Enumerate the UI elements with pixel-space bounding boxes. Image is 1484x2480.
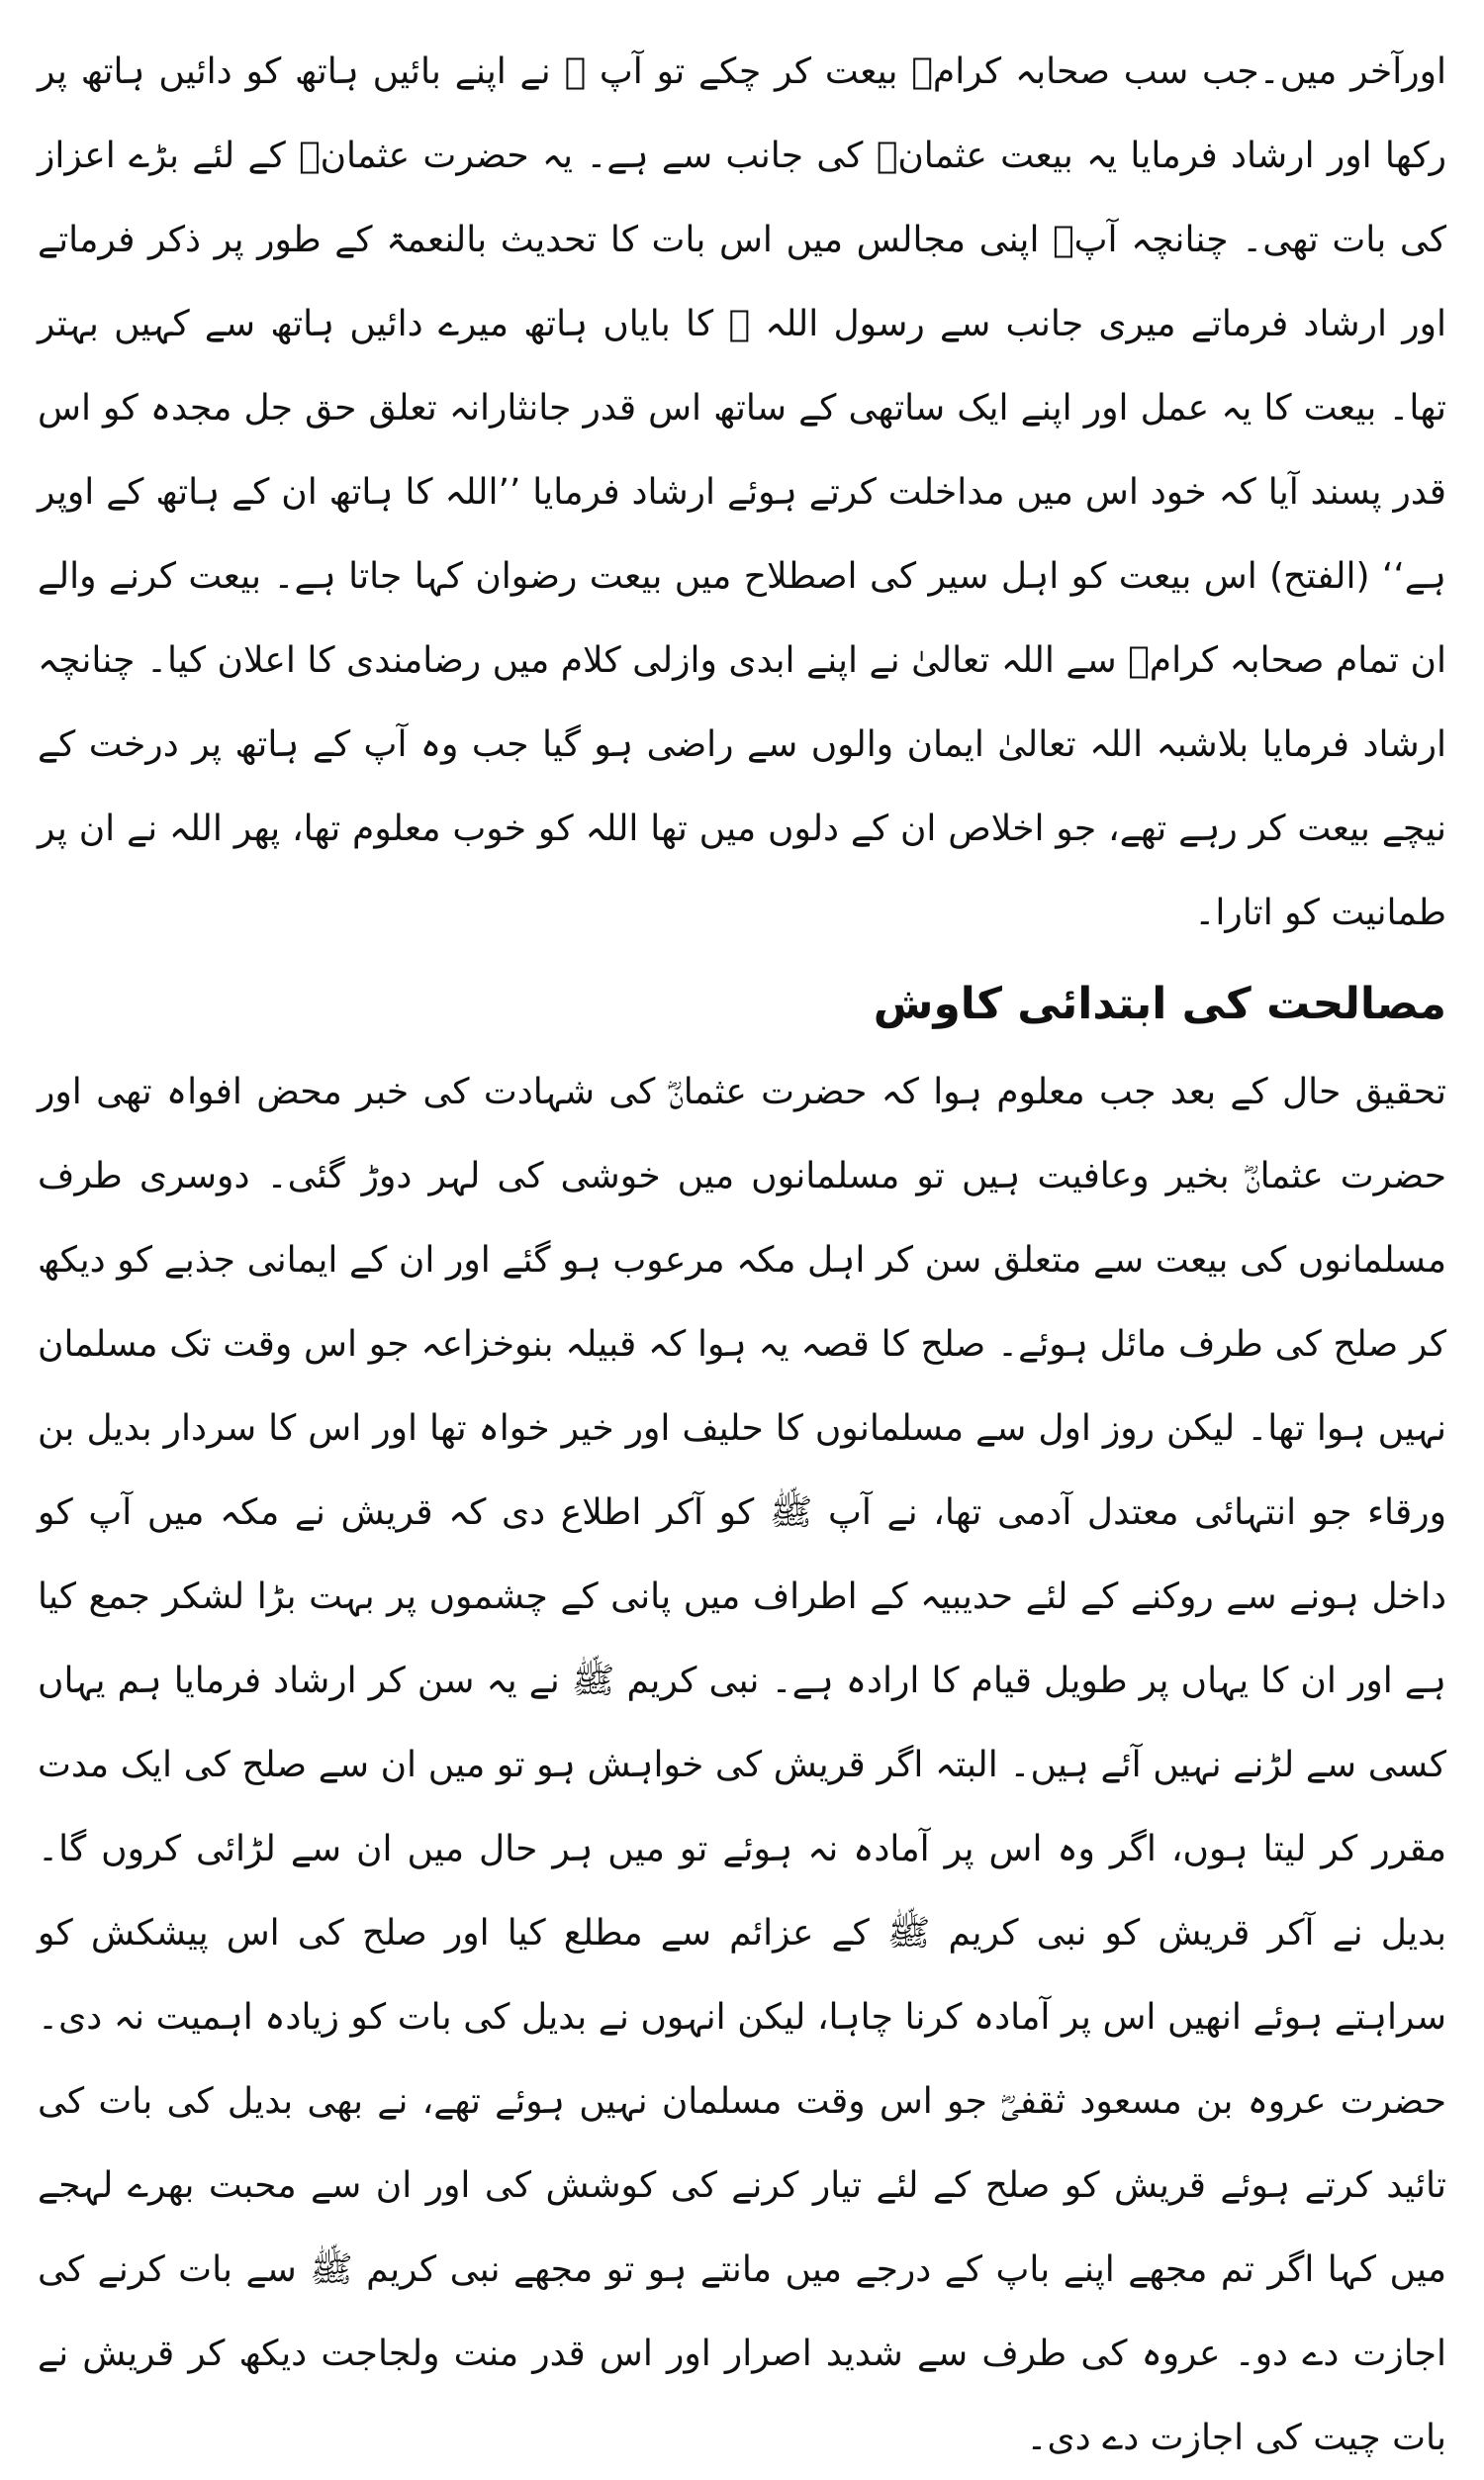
paragraph-bayat-rizwan: اورآخر میں۔جب سب صحابہ کرامؓ بیعت کر چکے تو آپ ﷺ نے اپنے بائیں ہاتھ کو دائیں ہاتھ پر رکھا اور ارشاد فرمایا یہ بیعت عثمانؓ کی جانب سے ہے۔ یہ حضرت عثمانؓ کے لئے بڑے اعزاز کی بات تھی۔ چنانچہ آپؓ اپنی مجالس میں اس بات کا تحدیث بالنعمۃ کے طور پر ذکر فرماتے اور ارشاد فرماتے میری جانب سے رسول اللہ ﷺ کا بایاں ہاتھ میرے دائیں ہاتھ سے کہیں بہتر تھا۔ بیعت کا یہ عمل اور اپنے ایک ساتھی کے ساتھ اس قدر جانثارانہ تعلق حق جل مجدہ کو اس قدر پسند آیا کہ خود اس میں مداخلت کرتے ہوئے ارشاد فرمایا ’’اللہ کا ہاتھ ان کے ہاتھ کے اوپر ہے‘‘ (الفتح) اس بیعت کو اہل سیر کی اصطلاح میں بیعت رضوان کہا جاتا ہے۔ بیعت کرنے والے ان تمام صحابہ کرامؓ سے اللہ تعالیٰ نے اپنے ابدی وازلی کلام میں رضامندی کا اعلان کیا۔ چنانچہ ارشاد فرمایا بلاشبہ اللہ تعالیٰ ایمان والوں سے راضی ہو گیا جب وہ آپ کے ہاتھ پر درخت کے نیچے بیعت کر رہے تھے، جو اخلاص ان کے دلوں میں تھا اللہ کو خوب معلوم تھا، پھر اللہ نے ان پر طمانیت کو اتارا۔: [38, 51, 1446, 933]
paragraph-musalihat: تحقیق حال کے بعد جب معلوم ہوا کہ حضرت عثمانؓ کی شہادت کی خبر محض افواہ تھی اور حضرت عثمانؓ بخیر وعافیت ہیں تو مسلمانوں میں خوشی کی لہر دوڑ گئی۔ دوسری طرف مسلمانوں کی بیعت سے متعلق سن کر اہل مکہ مرعوب ہو گئے اور ان کے ایمانی جذبے کو دیکھ کر صلح کی طرف مائل ہوئے۔ صلح کا قصہ یہ ہوا کہ قبیلہ بنوخزاعہ جو اس وقت تک مسلمان نہیں ہوا تھا۔ لیکن روز اول سے مسلمانوں کا حلیف اور خیر خواہ تھا اور اس کا سردار بدیل بن ورقاء جو انتہائی معتدل آدمی تھا، نے آپ ﷺ کو آکر اطلاع دی کہ قریش نے مکہ میں آپ کو داخل ہونے سے روکنے کے لئے حدیبیہ کے اطراف میں پانی کے چشموں پر بہت بڑا لشکر جمع کیا ہے اور ان کا یہاں پر طویل قیام کا ارادہ ہے۔ نبی کریم ﷺ نے یہ سن کر ارشاد فرمایا ہم یہاں کسی سے لڑنے نہیں آئے ہیں۔ البتہ اگر قریش کی خواہش ہو تو میں ان سے صلح کی ایک مدت مقرر کر لیتا ہوں، اگر وہ اس پر آمادہ نہ ہوئے تو میں ہر حال میں ان سے لڑائی کروں گا۔ بدیل نے آکر قریش کو نبی کریم ﷺ کے عزائم سے مطلع کیا اور صلح کی اس پیشکش کو سراہتے ہوئے انھیں اس پر آمادہ کرنا چاہا، لیکن انہوں نے بدیل کی بات کو زیادہ اہمیت نہ دی۔ حضرت عروہ بن مسعود ثقفیؓ جو اس وقت مسلمان نہیں ہوئے تھے، نے بھی بدیل کی بات کی تائید کرتے ہوئے قریش کو صلح کے لئے تیار کرنے کی کوشش کی اور ان سے محبت بھرے لہجے میں کہا اگر تم مجھے اپنے باپ کے درجے میں مانتے ہو تو مجھے نبی کریم ﷺ سے بات کرنے کی اجازت دے دو۔ عروہ کی طرف سے شدید اصرار اور اس قدر منت ولجاجت دیکھ کر قریش نے بات چیت کی اجازت دے دی۔: [38, 1072, 1446, 2458]
section-heading: مصالحت کی ابتدائی کاوش: [873, 979, 1446, 1029]
